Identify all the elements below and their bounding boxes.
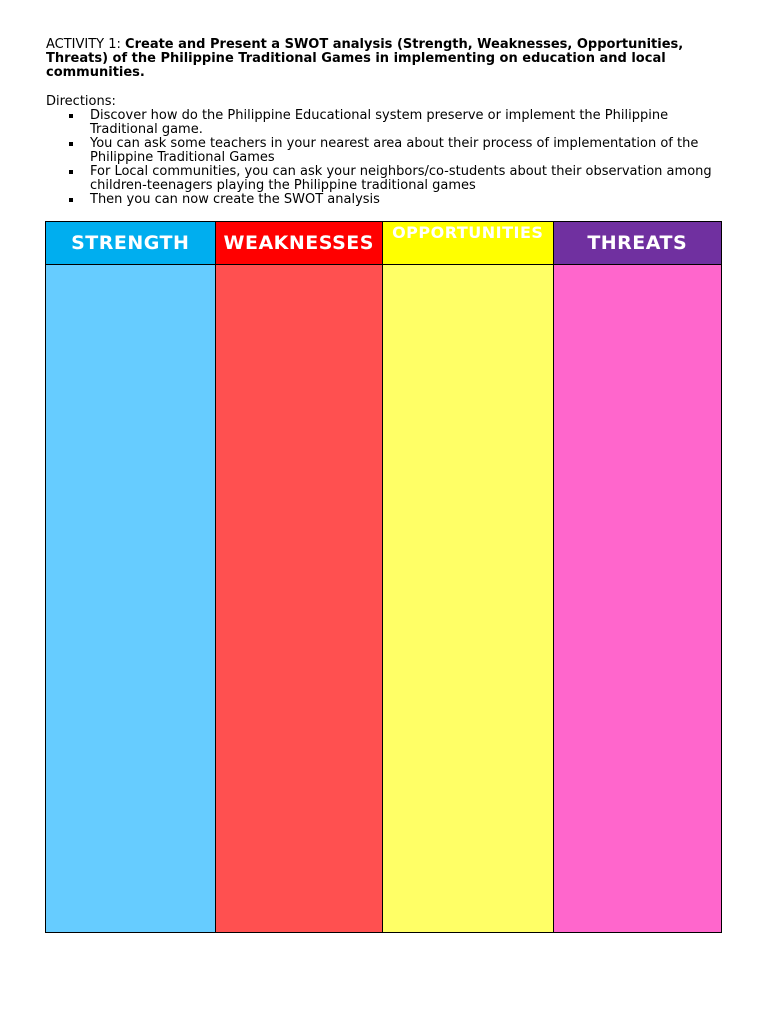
directions-item-text: You can ask some teachers in your nearest area about their process of implementation of the Philippine Traditional Games: [90, 136, 699, 165]
directions-list: [46, 109, 726, 207]
directions-item: [46, 165, 726, 193]
square-bullet-icon: [69, 198, 73, 202]
swot-column-threats: [553, 222, 722, 932]
swot-header-weaknesses: WEAKNESSES: [216, 222, 383, 265]
activity-label: ACTIVITY 1:: [46, 37, 126, 52]
swot-header-opportunities: OPPORTUNITIES: [383, 222, 553, 265]
directions-item-text: Discover how do the Philippine Educational system preserve or implement the Philippine Traditional game.: [90, 108, 669, 137]
swot-cell-weaknesses[interactable]: [216, 265, 383, 932]
swot-column-strength: [46, 222, 215, 932]
directions-label: Directions:: [46, 94, 116, 109]
square-bullet-icon: [69, 170, 73, 174]
swot-table: [45, 221, 722, 933]
swot-column-opportunities: [382, 222, 553, 932]
directions-item-text: Then you can now create the SWOT analysis: [90, 192, 380, 207]
directions-item-text: For Local communities, you can ask your neighbors/co-students about their observation among children-teenagers playing the Philippine traditional games: [90, 164, 712, 193]
directions-item: [46, 109, 726, 137]
swot-header-threats: THREATS: [554, 222, 722, 265]
square-bullet-icon: [69, 114, 73, 118]
swot-cell-opportunities[interactable]: [383, 265, 553, 932]
activity-heading: [46, 38, 726, 80]
square-bullet-icon: [69, 142, 73, 146]
swot-cell-threats[interactable]: [554, 265, 722, 932]
swot-header-strength: STRENGTH: [46, 222, 215, 265]
directions-item: [46, 193, 726, 207]
swot-column-weaknesses: [215, 222, 383, 932]
activity-instructions: Create and Present a SWOT analysis (Strength, Weaknesses, Opportunities, Threats) of the Philippine Traditional Games in implementing on education and local communities.: [46, 37, 684, 80]
directions-item: [46, 137, 726, 165]
swot-cell-strength[interactable]: [46, 265, 215, 932]
